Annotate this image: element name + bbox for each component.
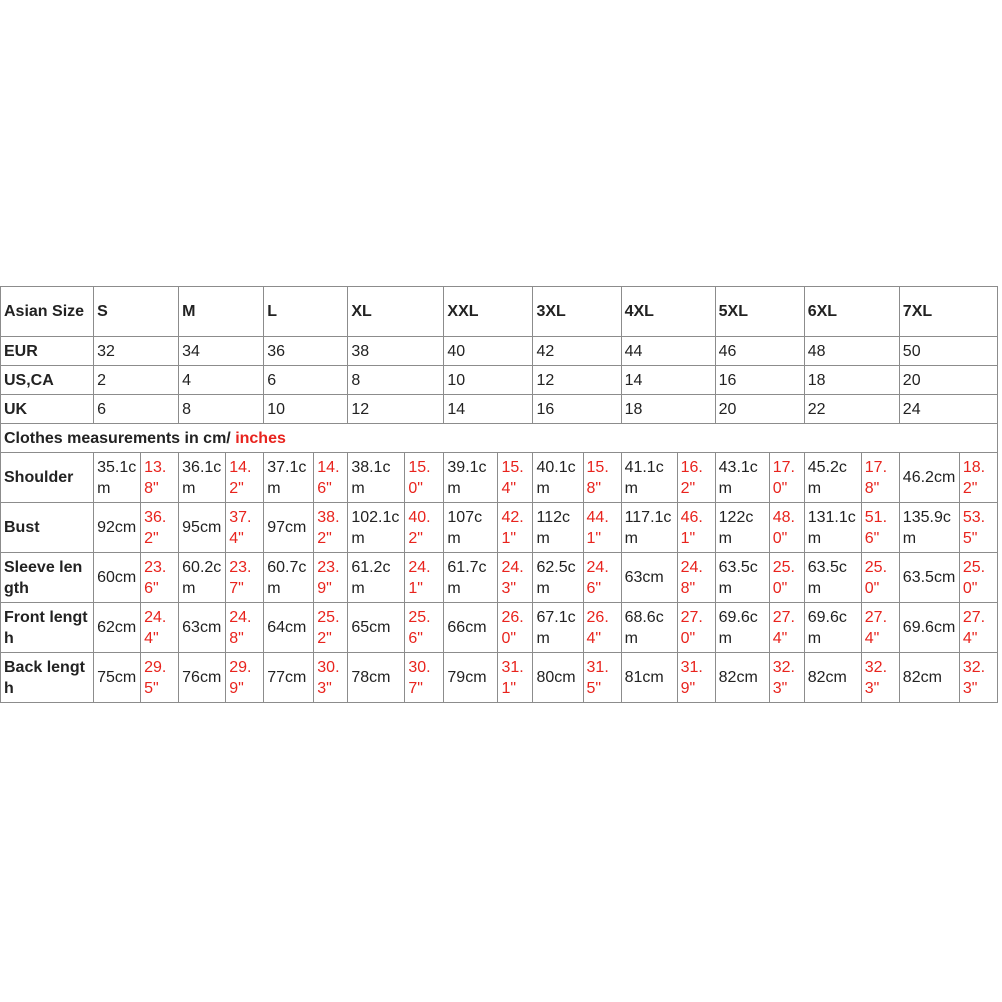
size-code-row [1,366,998,395]
inch-value-cell: 27.4" [861,603,899,653]
cm-value-cell: 46.2cm [899,453,959,503]
cm-value-cell: 60.2cm [179,553,226,603]
size-code-cell: 10 [444,366,533,395]
row-label: Bust [1,503,94,553]
size-header-cell: XXL [444,287,533,337]
inch-value-cell: 24.1" [405,553,444,603]
cm-value-cell: 76cm [179,653,226,703]
cm-value-cell: 63.5cm [715,553,769,603]
size-header-cell: 4XL [621,287,715,337]
size-code-cell: 20 [899,366,997,395]
size-header-cell: 3XL [533,287,621,337]
measurement-row [1,503,998,553]
inch-value-cell: 23.9" [314,553,348,603]
cm-value-cell: 102.1cm [348,503,405,553]
row-label: Back length [1,653,94,703]
inch-value-cell: 25.0" [769,553,804,603]
size-code-cell: 44 [621,337,715,366]
inch-value-cell: 17.8" [861,453,899,503]
inch-value-cell: 44.1" [583,503,621,553]
size-code-cell: 12 [348,395,444,424]
inch-value-cell: 31.1" [498,653,533,703]
cm-value-cell: 61.7cm [444,553,498,603]
inch-value-cell: 32.3" [769,653,804,703]
cm-value-cell: 92cm [94,503,141,553]
cm-value-cell: 117.1cm [621,503,677,553]
cm-value-cell: 40.1cm [533,453,583,503]
measurement-row [1,553,998,603]
size-code-cell: 6 [264,366,348,395]
size-code-cell: 16 [715,366,804,395]
row-label: Front length [1,603,94,653]
size-code-cell: 50 [899,337,997,366]
inch-value-cell: 32.3" [861,653,899,703]
cm-value-cell: 79cm [444,653,498,703]
inch-value-cell: 48.0" [769,503,804,553]
inch-value-cell: 24.6" [583,553,621,603]
inch-value-cell: 27.0" [677,603,715,653]
inch-value-cell: 25.6" [405,603,444,653]
inch-value-cell: 25.0" [959,553,997,603]
cm-value-cell: 36.1cm [179,453,226,503]
measurement-row [1,453,998,503]
cm-value-cell: 66cm [444,603,498,653]
cm-value-cell: 77cm [264,653,314,703]
inch-value-cell: 37.4" [226,503,264,553]
cm-value-cell: 69.6cm [899,603,959,653]
measurement-row [1,603,998,653]
inch-value-cell: 40.2" [405,503,444,553]
cm-value-cell: 69.6cm [715,603,769,653]
inch-value-cell: 46.1" [677,503,715,553]
inch-value-cell: 23.6" [141,553,179,603]
size-header-cell: L [264,287,348,337]
cm-value-cell: 43.1cm [715,453,769,503]
size-code-cell: 24 [899,395,997,424]
size-code-cell: 14 [444,395,533,424]
inch-value-cell: 15.4" [498,453,533,503]
inch-value-cell: 13.8" [141,453,179,503]
cm-value-cell: 81cm [621,653,677,703]
inch-value-cell: 14.6" [314,453,348,503]
cm-value-cell: 60.7cm [264,553,314,603]
size-code-cell: 6 [94,395,179,424]
size-code-cell: 16 [533,395,621,424]
cm-value-cell: 82cm [715,653,769,703]
inch-value-cell: 15.8" [583,453,621,503]
inch-value-cell: 24.4" [141,603,179,653]
size-code-cell: 12 [533,366,621,395]
inch-value-cell: 30.3" [314,653,348,703]
inch-value-cell: 36.2" [141,503,179,553]
size-code-cell: 48 [804,337,899,366]
size-header-cell: S [94,287,179,337]
cm-value-cell: 63.5cm [804,553,861,603]
inch-value-cell: 14.2" [226,453,264,503]
cm-value-cell: 62.5cm [533,553,583,603]
size-chart-table [0,286,998,703]
header-label: Asian Size [1,287,94,337]
size-code-cell: 34 [179,337,264,366]
cm-value-cell: 67.1cm [533,603,583,653]
size-code-cell: 42 [533,337,621,366]
inch-value-cell: 31.5" [583,653,621,703]
cm-value-cell: 107cm [444,503,498,553]
inch-value-cell: 24.3" [498,553,533,603]
inch-value-cell: 32.3" [959,653,997,703]
size-code-cell: 8 [348,366,444,395]
size-header-cell: XL [348,287,444,337]
cm-value-cell: 97cm [264,503,314,553]
inch-value-cell: 15.0" [405,453,444,503]
cm-value-cell: 82cm [804,653,861,703]
size-header-cell: 5XL [715,287,804,337]
size-code-cell: 36 [264,337,348,366]
size-code-cell: 2 [94,366,179,395]
inch-value-cell: 18.2" [959,453,997,503]
cm-value-cell: 75cm [94,653,141,703]
cm-value-cell: 95cm [179,503,226,553]
inch-value-cell: 26.4" [583,603,621,653]
inch-value-cell: 27.4" [769,603,804,653]
inch-value-cell: 30.7" [405,653,444,703]
size-code-cell: 22 [804,395,899,424]
section-title-text: Clothes measurements in cm/ [4,429,236,447]
inch-value-cell: 25.2" [314,603,348,653]
cm-value-cell: 39.1cm [444,453,498,503]
inch-value-cell: 24.8" [677,553,715,603]
cm-value-cell: 61.2cm [348,553,405,603]
cm-value-cell: 122cm [715,503,769,553]
inch-value-cell: 26.0" [498,603,533,653]
section-title [1,424,998,453]
inch-value-cell: 24.8" [226,603,264,653]
row-label: US,CA [1,366,94,395]
cm-value-cell: 63cm [179,603,226,653]
size-header-cell: 6XL [804,287,899,337]
inch-value-cell: 31.9" [677,653,715,703]
inch-value-cell: 42.1" [498,503,533,553]
cm-value-cell: 135.9cm [899,503,959,553]
inch-value-cell: 29.9" [226,653,264,703]
inch-value-cell: 53.5" [959,503,997,553]
cm-value-cell: 80cm [533,653,583,703]
inch-value-cell: 27.4" [959,603,997,653]
cm-value-cell: 35.1cm [94,453,141,503]
row-label: EUR [1,337,94,366]
cm-value-cell: 62cm [94,603,141,653]
inch-value-cell: 17.0" [769,453,804,503]
size-code-cell: 8 [179,395,264,424]
size-header-cell: M [179,287,264,337]
inch-value-cell: 16.2" [677,453,715,503]
row-label: Sleeve length [1,553,94,603]
size-code-cell: 14 [621,366,715,395]
inch-value-cell: 23.7" [226,553,264,603]
cm-value-cell: 112cm [533,503,583,553]
section-title-inches: inches [235,429,286,447]
cm-value-cell: 45.2cm [804,453,861,503]
row-label: UK [1,395,94,424]
size-code-cell: 46 [715,337,804,366]
size-code-row [1,337,998,366]
size-code-cell: 4 [179,366,264,395]
size-code-cell: 32 [94,337,179,366]
cm-value-cell: 78cm [348,653,405,703]
cm-value-cell: 82cm [899,653,959,703]
cm-value-cell: 68.6cm [621,603,677,653]
cm-value-cell: 69.6cm [804,603,861,653]
row-label: Shoulder [1,453,94,503]
inch-value-cell: 51.6" [861,503,899,553]
size-code-cell: 18 [621,395,715,424]
cm-value-cell: 65cm [348,603,405,653]
size-header-cell: 7XL [899,287,997,337]
cm-value-cell: 131.1cm [804,503,861,553]
inch-value-cell: 38.2" [314,503,348,553]
cm-value-cell: 38.1cm [348,453,405,503]
size-code-cell: 18 [804,366,899,395]
size-code-cell: 10 [264,395,348,424]
cm-value-cell: 63cm [621,553,677,603]
section-title-row [1,424,998,453]
size-code-cell: 20 [715,395,804,424]
measurement-row [1,653,998,703]
cm-value-cell: 41.1cm [621,453,677,503]
size-code-cell: 40 [444,337,533,366]
size-header-row [1,287,998,337]
size-code-cell: 38 [348,337,444,366]
inch-value-cell: 25.0" [861,553,899,603]
cm-value-cell: 64cm [264,603,314,653]
size-code-row [1,395,998,424]
inch-value-cell: 29.5" [141,653,179,703]
cm-value-cell: 37.1cm [264,453,314,503]
cm-value-cell: 63.5cm [899,553,959,603]
cm-value-cell: 60cm [94,553,141,603]
